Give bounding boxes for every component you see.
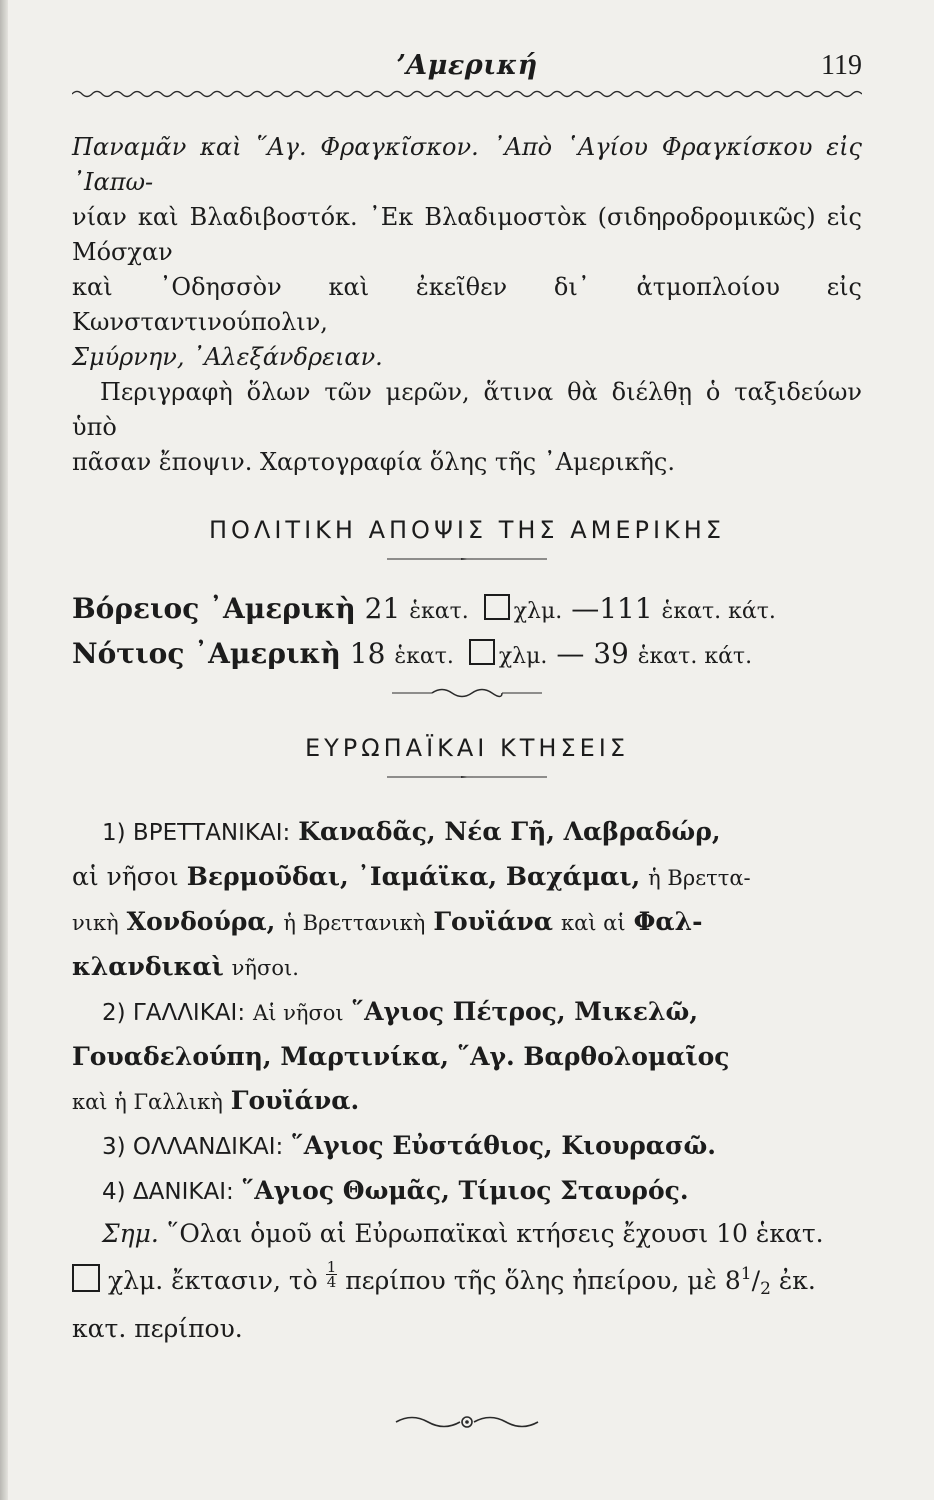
note-text: χλμ. ἔκτασιν, τὸ <box>108 1266 318 1295</box>
population-unit: ἑκατ. <box>394 644 454 669</box>
plain-text: καὶ ἡ Γαλλικὴ <box>72 1090 223 1114</box>
place-names: Χονδούρα, <box>126 907 276 936</box>
square-icon <box>469 639 495 665</box>
section-line <box>72 1035 862 1079</box>
area-suffix: ἑκατ. κάτ. <box>637 644 753 669</box>
plain-text: νῆσοι. <box>231 956 299 980</box>
running-head: ʼΑμερική <box>396 50 538 81</box>
place-names: κλανδικαὶ <box>72 952 224 981</box>
area-unit: χλμ. <box>513 599 563 624</box>
slash: / <box>751 1266 761 1295</box>
section-line <box>72 900 862 945</box>
plain-text: νικὴ <box>72 911 119 935</box>
note-label: Σημ. <box>102 1219 159 1248</box>
place-names: ῞Αγιος Πέτρος, Μικελῶ, <box>351 997 699 1026</box>
north-america-line <box>72 588 862 633</box>
section-line <box>72 990 862 1035</box>
superscript: 1 <box>740 1264 752 1284</box>
plain-text: Αἱ νῆσοι <box>253 1001 344 1025</box>
intro-text: πᾶσαν ἔποψιν. Χαρτογραφία ὅλης τῆς ᾿Αμερικῆς. <box>72 448 675 476</box>
area-unit: χλμ. <box>498 644 548 669</box>
intro-line-2 <box>72 200 862 270</box>
intro-text: Περιγραφὴ ὅλων τῶν μερῶν, ἅτινα θὰ διέλθῃ ὁ ταξιδεύων ὑπὸ <box>72 378 862 441</box>
intro-text: Σμύρνην, ᾿Αλεξάνδρειαν. <box>72 343 383 371</box>
population-value: 21 <box>364 592 401 625</box>
note-text: περίπου τῆς ὅλης ἠπείρου, μὲ 8 <box>345 1266 741 1295</box>
plain-text: καὶ αἱ <box>560 911 626 935</box>
area-value: —111 <box>571 592 653 625</box>
section-label: 1) ΒΡΕΤΤΑΝΙΚΑΙ: <box>102 820 291 846</box>
section-british <box>72 810 862 990</box>
region-name: Νότιος ᾿Αμερικὴ <box>72 637 341 670</box>
place-names: Φαλ- <box>633 907 703 936</box>
short-rule <box>387 544 547 574</box>
place-names: ῞Αγιος Εὐστάθιος, Κιουρασῶ. <box>291 1131 716 1160</box>
intro-line-6 <box>72 445 862 480</box>
intro-text: καὶ ᾿Οδησσὸν καὶ ἐκεῖθεν δι᾿ ἀτμοπλοίου εἰς Κωνσταντινούπολιν, <box>72 273 862 336</box>
plain-text: ἡ Βρεττα- <box>648 866 751 890</box>
south-america-line <box>72 633 862 678</box>
short-rule <box>387 762 547 792</box>
intro-text: νίαν καὶ Βλαδιβοστόκ. ᾿Εκ Βλαδιμοστὸκ (σιδηροδρομικῶς) εἰς Μόσχαν <box>72 203 862 266</box>
header-wavy-rule <box>72 88 862 100</box>
page-header <box>72 40 862 88</box>
fraction-numerator: 1 <box>326 1258 337 1276</box>
area-suffix: ἑκατ. κάτ. <box>661 599 776 624</box>
book-page <box>72 40 862 1435</box>
note-text: ἐκ. <box>778 1266 816 1295</box>
note-paragraph <box>72 1214 862 1349</box>
intro-line-4 <box>72 340 862 375</box>
place-names: ῞Αγιος Θωμᾶς, Τίμιος Σταυρός. <box>241 1176 689 1205</box>
fraction <box>326 1260 338 1289</box>
section-line <box>72 1079 862 1124</box>
section-line <box>72 945 862 990</box>
intro-line-1 <box>72 130 862 200</box>
note-line <box>72 1254 862 1309</box>
region-name: Βόρειος ᾿Αμερικὴ <box>72 592 356 625</box>
section-line <box>72 855 862 900</box>
section-label: 4) ΔΑΝΙΚΑΙ: <box>102 1179 234 1205</box>
intro-paragraph <box>72 130 862 480</box>
square-icon <box>484 594 510 620</box>
intro-line-5 <box>72 375 862 445</box>
plain-text: ἡ Βρεττανικὴ <box>283 911 426 935</box>
section-line <box>72 810 862 855</box>
section-dutch <box>72 1124 862 1169</box>
intro-text: Παναμᾶν καὶ ῞Αγ. Φραγκῖσκον. ᾿Απὸ ῾Αγίου Φραγκίσκου εἰς ᾿Ιαπω- <box>72 133 862 196</box>
page-edge <box>0 0 8 1500</box>
square-icon <box>72 1264 100 1292</box>
place-names: Γουϊάνα. <box>230 1086 360 1115</box>
section-label: 2) ΓΑΛΛΙΚΑΙ: <box>102 1000 246 1026</box>
fraction-denominator: 4 <box>326 1273 337 1291</box>
population-value: 18 <box>349 637 386 670</box>
place-names: Γουϊάνα <box>433 907 554 936</box>
political-heading: ΠΟΛΙΤΙΚΗ ΑΠΟΨΙΣ ΤΗΣ ΑΜΕΡΙΚΗΣ <box>209 516 725 544</box>
population-unit: ἑκατ. <box>409 599 469 624</box>
area-value: — 39 <box>556 637 629 670</box>
page-number: 119 <box>821 50 862 81</box>
section-label: 3) ΟΛΛΑΝΔΙΚΑΙ: <box>102 1134 284 1160</box>
note-line <box>72 1309 862 1349</box>
section-danish <box>72 1169 862 1214</box>
note-line <box>72 1214 862 1254</box>
plain-text: αἱ νῆσοι <box>72 862 179 891</box>
tailpiece-ornament <box>392 1409 542 1435</box>
note-text: ῞Ολαι ὁμοῦ αἱ Εὐρωπαϊκαὶ κτήσεις ἔχουσι 10 ἑκατ. <box>166 1219 824 1248</box>
note-text: κατ. περίπου. <box>72 1314 243 1343</box>
section-french <box>72 990 862 1124</box>
subscript: 2 <box>760 1279 771 1299</box>
place-names: Γουαδελούπη, Μαρτινίκα, ῞Αγ. Βαρθολομαῖος <box>72 1042 730 1071</box>
intro-line-3 <box>72 270 862 340</box>
ornamental-rule <box>392 678 542 708</box>
place-names: Καναδᾶς, Νέα Γῆ, Λαβραδώρ, <box>298 817 721 846</box>
european-heading: ΕΥΡΩΠΑΪΚΑΙ ΚΤΗΣΕΙΣ <box>304 734 630 762</box>
place-names: Βερμοῦδαι, ᾿Ιαμάϊκα, Βαχάμαι, <box>186 862 641 891</box>
